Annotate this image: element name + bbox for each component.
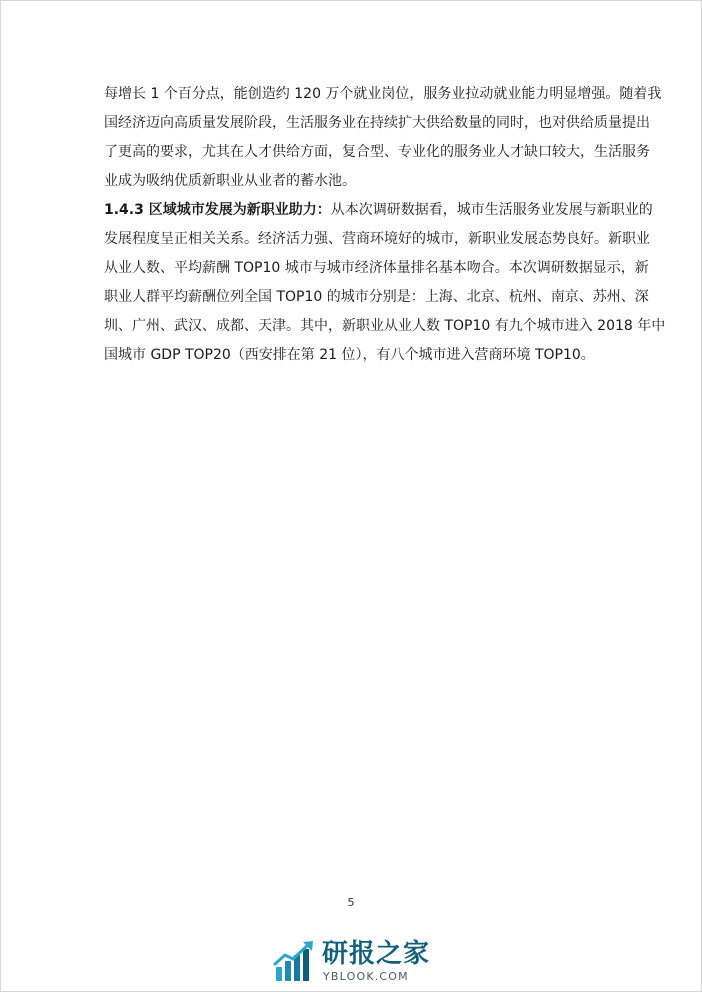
paragraph-regional-cities: [104, 196, 666, 370]
document-body: [104, 80, 666, 370]
paragraph-line: [104, 196, 653, 225]
section-heading-1-4-3: 1.4.3 区域城市发展为新职业助力：: [104, 202, 331, 218]
watermark-title: 研报之家: [322, 939, 431, 969]
paragraph-line: 圳、广州、武汉、成都、天津。其中，新职业从业人数 TOP10 有九个城市进入 2018 年中: [104, 318, 666, 334]
paragraph-line: 每增长 1 个百分点，能创造约 120 万个就业岗位，服务业拉动就业能力明显增强。随着我: [104, 86, 662, 102]
paragraph-line: 了更高的要求，尤其在人才供给方面，复合型、专业化的服务业人才缺口较大，生活服务: [104, 144, 650, 160]
watermark-logo: [273, 938, 433, 986]
paragraph-line: 职业人群平均薪酬位列全国 TOP10 的城市分别是：上海、北京、杭州、南京、苏州、深: [104, 289, 649, 305]
page-number: 5: [347, 896, 355, 909]
paragraph-line: 国城市 GDP TOP20（西安排在第 21 位），有八个城市进入营商环境 TOP10。: [104, 347, 595, 363]
paragraph-line-text: 从本次调研数据看，城市生活服务业发展与新职业的: [330, 202, 653, 218]
paragraph-service-employment: [104, 80, 662, 196]
paragraph-line: 从业人数、平均薪酬 TOP10 城市与城市经济体量排名基本吻合。本次调研数据显示，新: [104, 260, 649, 276]
watermark-url: YBLOOK.COM: [323, 970, 409, 983]
paragraph-line: 业成为吸纳优质新职业从业者的蓄水池。: [104, 173, 356, 189]
bar-chart-growth-icon: [273, 940, 317, 984]
paragraph-line: 发展程度呈正相关关系。经济活力强、营商环境好的城市，新职业发展态势良好。新职业: [104, 231, 650, 247]
paragraph-line: 国经济迈向高质量发展阶段，生活服务业在持续扩大供给数量的同时，也对供给质量提出: [104, 115, 650, 131]
